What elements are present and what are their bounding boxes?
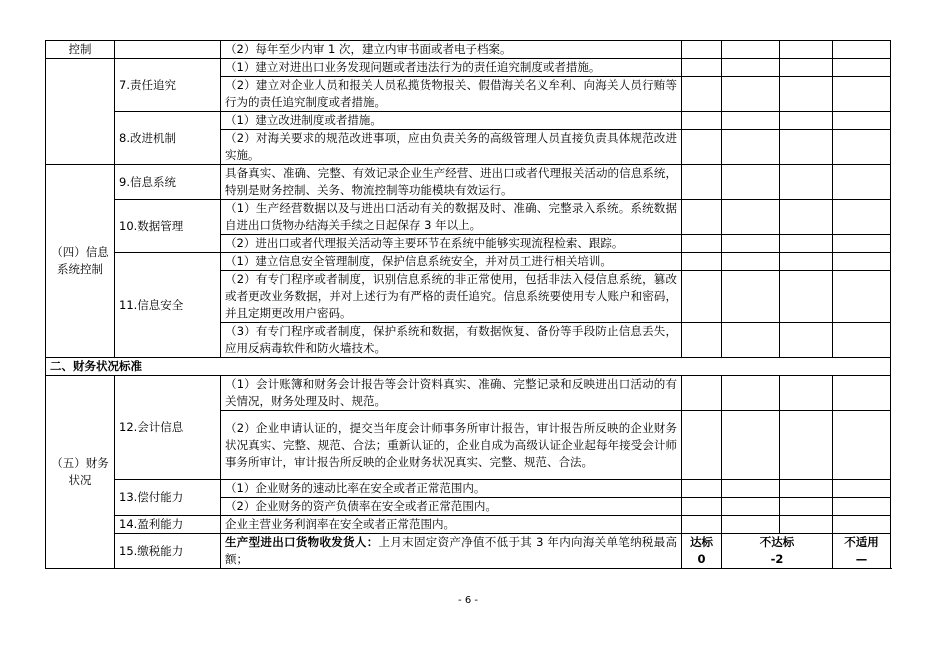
criterion-text: （2）对海关要求的规范改进事项，应由负责关务的高级管理人员直接负责具体规范改进实施。 <box>221 130 682 165</box>
score-pass-label: 达标 <box>690 535 713 549</box>
criterion-text: （2）有专门程序或者制度，识别信息系统的非正常使用，包括非法入侵信息系统，篡改或者更改业务数据，并对上述行为有严格的责任追究。信息系统要使用专人账户和密码，并且定期更改用户密码。 <box>221 271 682 323</box>
score-pass-cell <box>682 534 722 569</box>
score-fail-cell <box>722 534 833 569</box>
criterion-text: （2）每年至少内审 1 次，建立内审书面或者电子档案。 <box>221 41 682 59</box>
score-fail-value: -2 <box>770 552 784 566</box>
criterion-text: （3）有专门程序或者制度，保护系统和数据，有数据恢复、备份等手段防止信息丢失，应用反病毒软件和防火墙技术。 <box>221 323 682 358</box>
item-label: 14.盈利能力 <box>115 516 221 534</box>
criterion-text: 具备真实、准确、完整、有效记录企业生产经营、进出口或者代理报关活动的信息系统，特别是财务控制、关务、物流控制等功能模块有效运行。 <box>221 165 682 200</box>
category-cell: （四）信息系统控制 <box>46 165 115 358</box>
item-label: 8.改进机制 <box>115 112 221 165</box>
criterion-text: （2）企业财务的资产负债率在安全或者正常范围内。 <box>221 498 682 516</box>
score-na-cell <box>833 534 891 569</box>
criterion-text <box>221 534 682 569</box>
criterion-text: （1）建立信息安全管理制度，保护信息系统安全，并对员工进行相关培训。 <box>221 253 682 271</box>
criterion-text: （1）生产经营数据以及与进出口活动有关的数据及时、准确、完整录入系统。系统数据自进出口货物办结海关手续之日起保存 3 年以上。 <box>221 200 682 235</box>
item-label: 12.会计信息 <box>115 376 221 480</box>
criterion-text: （2）建立对企业人员和报关人员私揽货物报关、假借海关名义牟利、向海关人员行贿等行为的责任追究制度或者措施。 <box>221 77 682 112</box>
section-heading: 二、财务状况标准 <box>46 358 891 376</box>
criterion-text: （1）建立改进制度或者措施。 <box>221 112 682 130</box>
criterion-text: （2）企业申请认证的，提交当年度会计师事务所审计报告，审计报告所反映的企业财务状况真实、完整、规范、合法；重新认证的，企业自成为高级认证企业起每年接受会计师事务所审计，审计报告所反映的企业财务状况真实、完整、规范、合法。 <box>221 411 682 480</box>
item-label: 13.偿付能力 <box>115 480 221 516</box>
criterion-bold-lead: 生产型进出口货物收发货人： <box>225 535 379 549</box>
item-label: 11.信息安全 <box>115 253 221 358</box>
criterion-text: （2）进出口或者代理报关活动等主要环节在系统中能够实现流程检索、跟踪。 <box>221 235 682 253</box>
criterion-text: 企业主营业务利润率在安全或者正常范围内。 <box>221 516 682 534</box>
page-number: - 6 - <box>458 595 478 606</box>
item-label: 15.缴税能力 <box>115 534 221 569</box>
score-na-value: — <box>855 552 868 566</box>
criterion-text: （1）企业财务的速动比率在安全或者正常范围内。 <box>221 480 682 498</box>
item-label: 9.信息系统 <box>115 165 221 200</box>
category-cell: 控制 <box>46 41 115 59</box>
item-label: 10.数据管理 <box>115 200 221 253</box>
criterion-text: （1）建立对进出口业务发现问题或者违法行为的责任追究制度或者措施。 <box>221 59 682 77</box>
category-cell: （五）财务状况 <box>46 376 115 569</box>
score-pass-value: 0 <box>697 552 706 566</box>
criteria-table <box>45 40 891 569</box>
item-label: 7.责任追究 <box>115 59 221 112</box>
score-na-label: 不适用 <box>844 535 879 549</box>
score-fail-label: 不达标 <box>759 535 795 549</box>
criterion-text: （1）会计账簿和财务会计报告等会计资料真实、准确、完整记录和反映进出口活动的有关情况，财务处理及时、规范。 <box>221 376 682 411</box>
criterion-rest: 上月末固定资产净值不低于其 3 年内向海关单笔纳税最高额； <box>225 535 677 566</box>
